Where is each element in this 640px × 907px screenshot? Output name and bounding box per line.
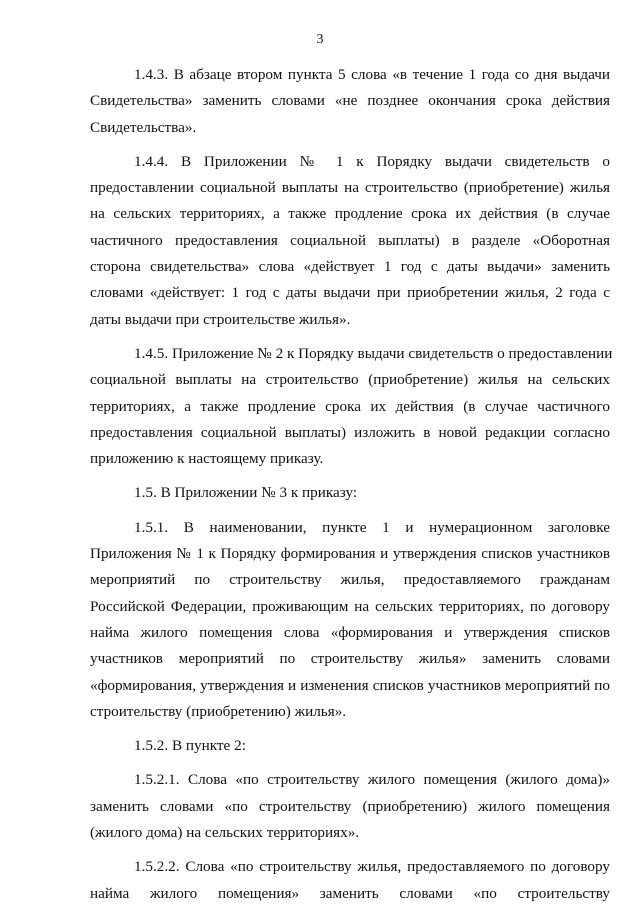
text-line: 1.5.2.2. Слова «по строительству жилья, предоставляемого по договору	[134, 858, 610, 876]
text-line: Свидетельства».	[90, 118, 197, 136]
text-line: «формирования, утверждения и изменения списков участников мероприятий по	[90, 676, 610, 694]
text-line: 1.4.3. В абзаце втором пункта 5 слова «в течение 1 года со дня выдачи	[134, 66, 610, 83]
paragraph-p-1-4-3	[90, 62, 610, 141]
text-line: предоставления социальной выплаты) изложить в новой редакции согласно	[90, 423, 610, 441]
document-body	[90, 62, 613, 907]
text-line: Приложения № 1 к Порядку формирования и утверждения списков участников	[90, 545, 610, 563]
paragraph-p-1-5-2-2	[90, 854, 610, 907]
text-line: даты выдачи при строительстве жилья».	[90, 310, 351, 328]
text-line: найма жилого помещения слова «формирования и утверждения списков	[90, 623, 610, 641]
text-line: территориях, а также продление срока их действия (в случае частичного	[90, 397, 610, 415]
paragraph-p-1-5-1	[90, 515, 610, 725]
paragraph-p-1-4-5	[90, 341, 613, 472]
text-line: заменить словами «по строительству (приобретению) жилого помещения	[90, 797, 610, 815]
text-line: 1.5. В Приложении № 3 к приказу:	[134, 484, 358, 502]
text-line: 1.5.2.1. Слова «по строительству жилого помещения (жилого дома)»	[134, 771, 610, 789]
text-line: приложению к настоящему приказу.	[90, 450, 324, 468]
text-line: строительству (приобретению) жилья».	[90, 702, 347, 720]
text-line: Свидетельства» заменить словами «не позднее окончания срока действия	[90, 92, 610, 110]
text-line: 1.5.2. В пункте 2:	[134, 737, 246, 755]
text-line: Российской Федерации, проживающим на сельских территориях, по договору	[90, 597, 610, 615]
text-line: словами «действует: 1 год с даты выдачи при приобретении жилья, 2 года с	[90, 284, 610, 302]
text-line: на сельских территориях, а также продление срока их действия (в случае	[90, 205, 610, 223]
text-line: мероприятий по строительству жилья, предоставляемого гражданам	[90, 571, 610, 589]
text-line: 1.4.5. Приложение № 2 к Порядку выдачи свидетельств о предоставлении	[134, 344, 613, 362]
text-line: участников мероприятий по строительству жилья» заменить словами	[90, 650, 610, 668]
page-number: 3	[316, 32, 324, 47]
text-line: 1.4.4. В Приложении № 1 к Порядку выдачи свидетельств о	[134, 152, 610, 170]
text-line: (жилого дома) на сельских территориях».	[90, 824, 360, 842]
paragraph-p-1-5-2	[90, 733, 610, 759]
text-line: сторона свидетельства» слова «действует 1 год с даты выдачи» заменить	[90, 258, 610, 276]
text-line: предоставлении социальной выплаты на строительство (приобретение) жилья	[90, 179, 610, 197]
text-line: 1.5.1. В наименовании, пункте 1 и нумерационном заголовке	[134, 518, 610, 536]
text-line: социальной выплаты на строительство (приобретение) жилья на сельских	[90, 371, 610, 389]
text-line: частичного предоставления социальной выплаты) в разделе «Оборотная	[90, 231, 610, 249]
text-line: найма жилого помещения» заменить словами «по строительству	[90, 884, 610, 902]
paragraph-p-1-4-4	[90, 149, 610, 333]
paragraph-p-1-5	[90, 480, 610, 506]
paragraph-p-1-5-2-1	[90, 767, 610, 846]
